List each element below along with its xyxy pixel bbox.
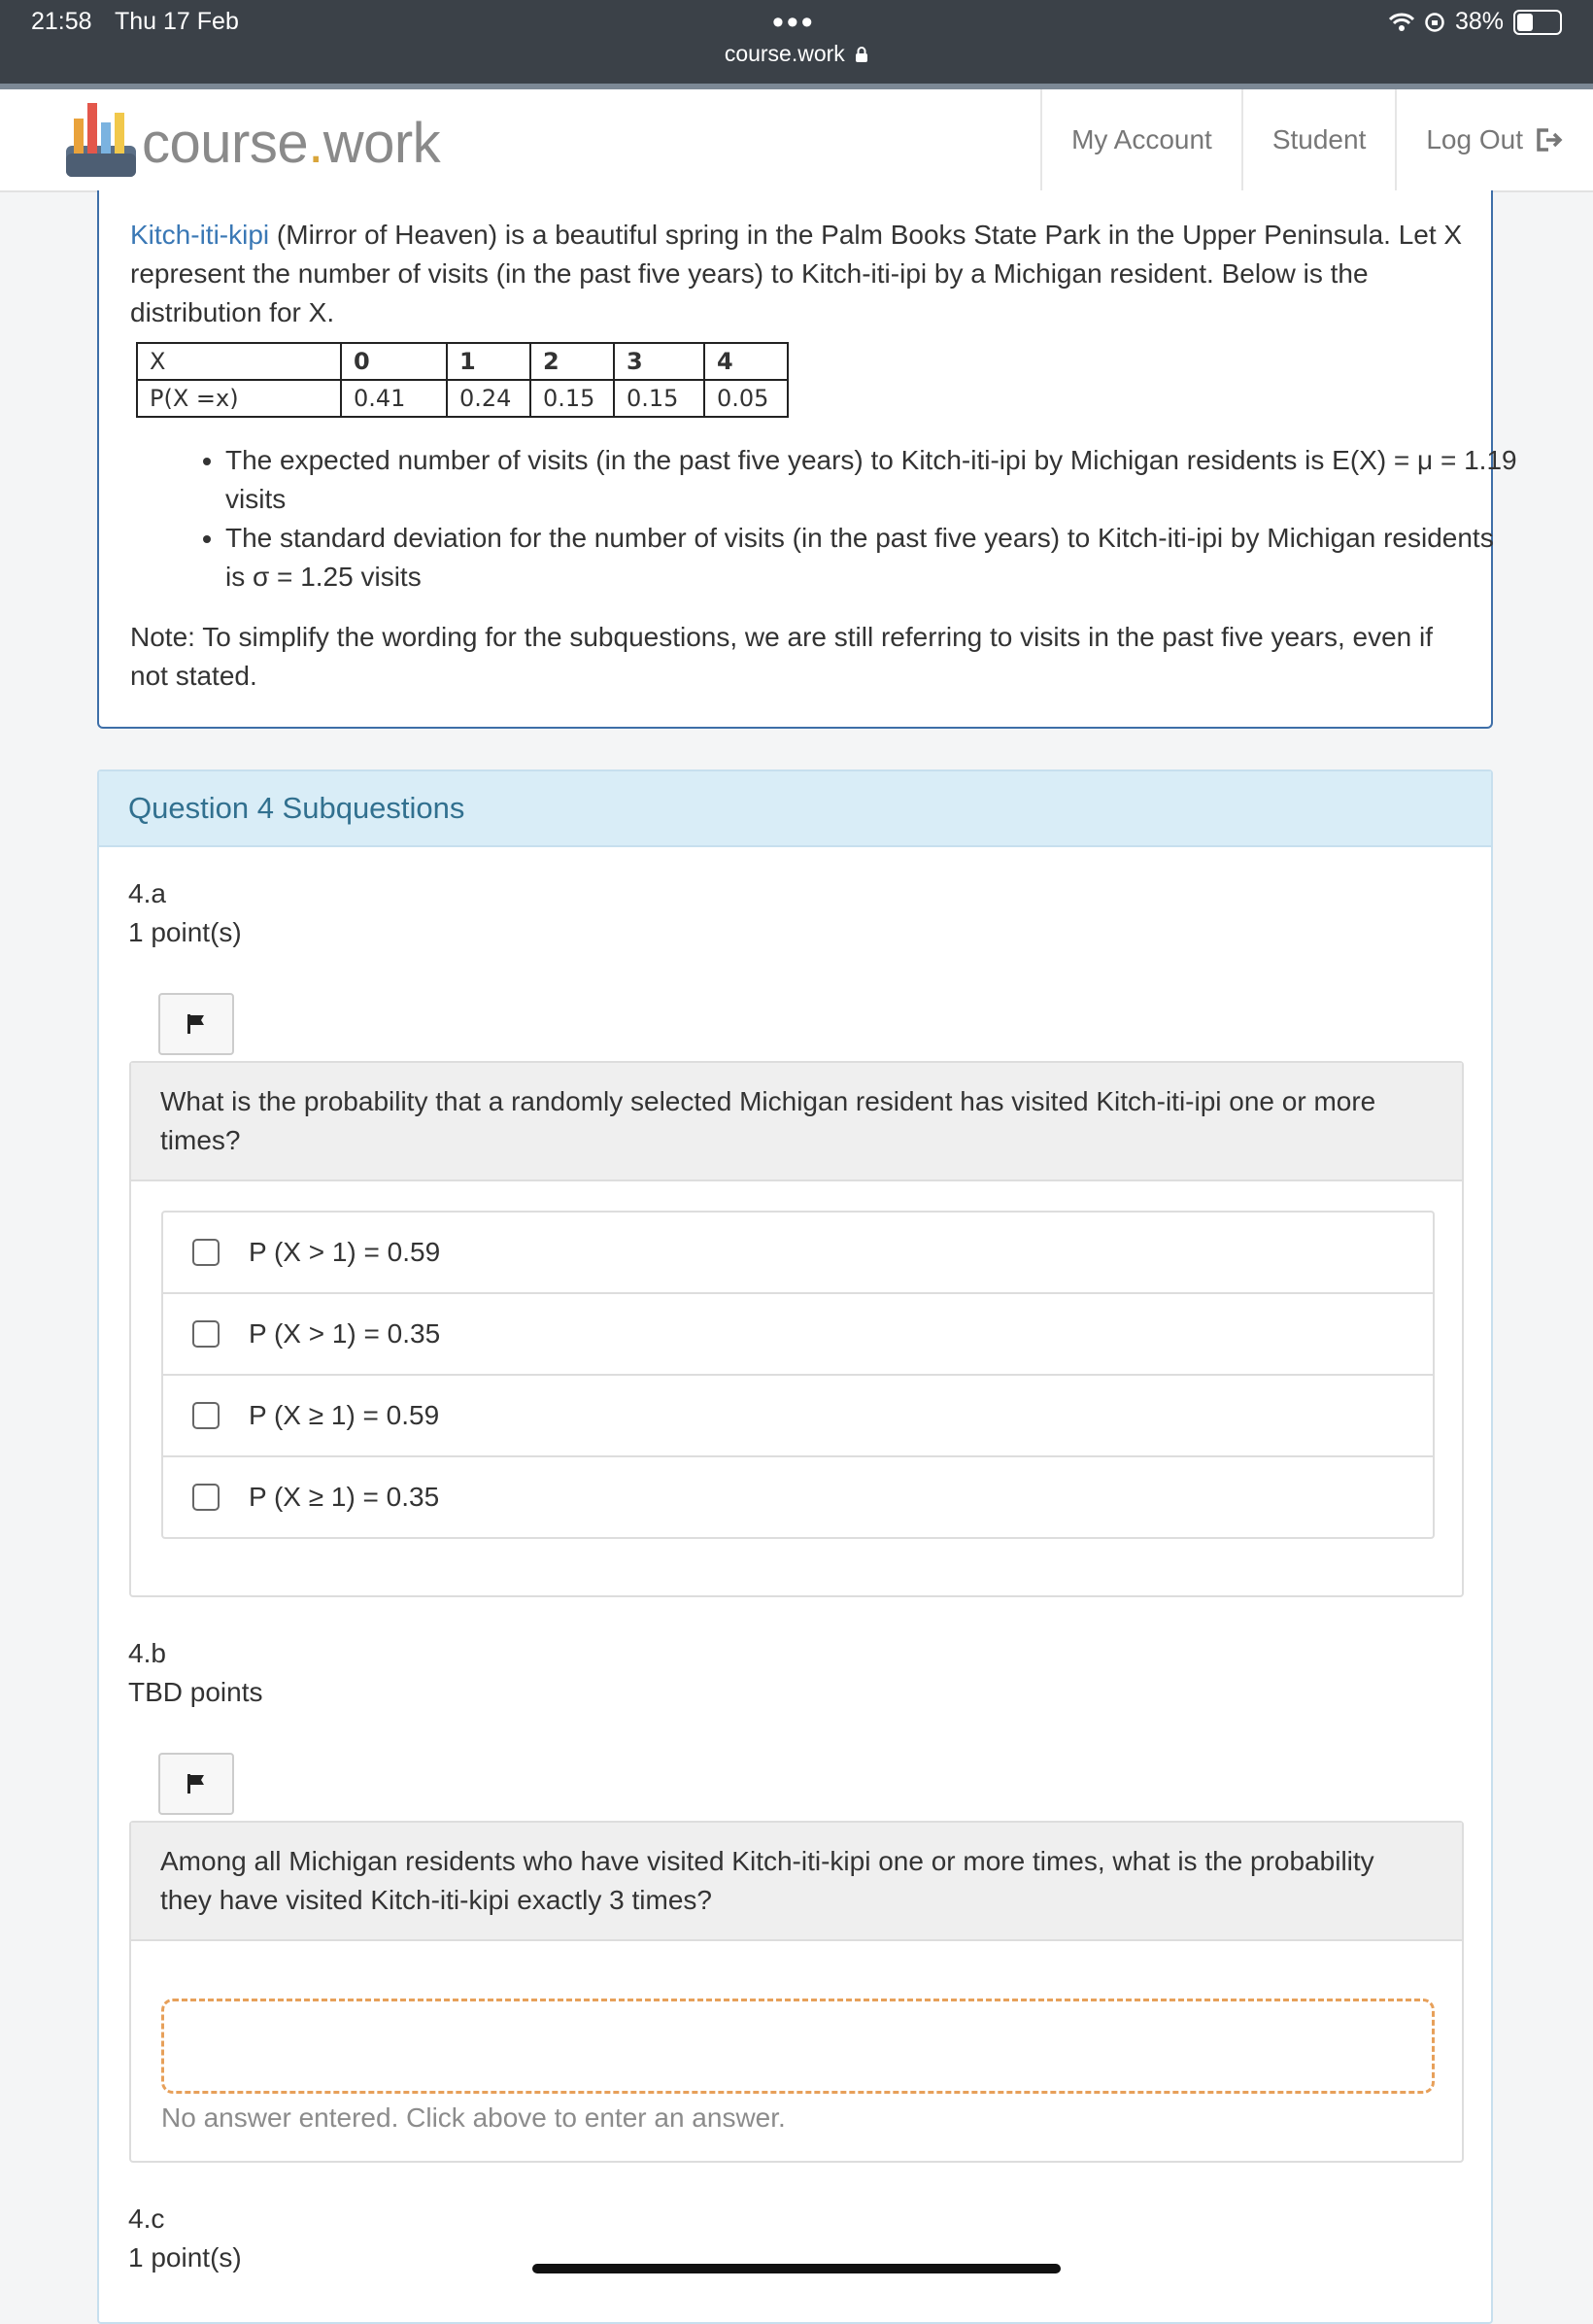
log-out-icon bbox=[1535, 127, 1564, 153]
subquestion-4b-label: 4.b bbox=[128, 1638, 166, 1668]
checkbox[interactable] bbox=[192, 1239, 220, 1266]
brand-part1: course bbox=[142, 112, 309, 175]
battery-icon bbox=[1513, 10, 1562, 35]
note-text: Note: To simplify the wording for the subquestions, we are still referring to visits in the past five years, even if not stated. bbox=[130, 622, 1433, 691]
subquestions-panel bbox=[97, 769, 1493, 2324]
brand-part2: work bbox=[322, 112, 441, 175]
flag-icon bbox=[185, 1772, 208, 1795]
no-answer-hint: No answer entered. Click above to enter an answer. bbox=[161, 2102, 786, 2133]
subquestion-4a-points: 1 point(s) bbox=[128, 917, 242, 947]
flag-icon bbox=[185, 1012, 208, 1036]
nav-student[interactable]: Student bbox=[1241, 89, 1396, 190]
expected-value-bullet: • The expected number of visits (in the past five years) to Kitch-iti-ipi by Michigan residents is E(X) = μ = 1.19 visits bbox=[225, 441, 1517, 519]
coursework-logo-icon[interactable] bbox=[62, 99, 140, 179]
orientation-lock-icon bbox=[1424, 12, 1445, 33]
home-indicator[interactable] bbox=[532, 2264, 1061, 2273]
table-cell: 2 bbox=[530, 343, 614, 380]
table-cell: 4 bbox=[704, 343, 788, 380]
table-cell: 0 bbox=[341, 343, 447, 380]
choice-label: P (X ≥ 1) = 0.59 bbox=[249, 1400, 440, 1430]
problem-intro-rest: (Mirror of Heaven) is a beautiful spring in the Palm Books State Park in the Upper Peninsula. Let X represent the number of visits (in the past five years) to Kitch-iti-ipi by a Michigan resident. Below is the distribution for X. bbox=[130, 220, 1463, 327]
brand-name[interactable] bbox=[142, 111, 440, 176]
choice-label: P (X ≥ 1) = 0.35 bbox=[249, 1482, 440, 1512]
flag-4b-button[interactable] bbox=[158, 1753, 234, 1815]
status-right bbox=[1389, 8, 1562, 36]
answer-choice[interactable] bbox=[163, 1213, 1433, 1294]
subquestion-4c-points: 1 point(s) bbox=[128, 2242, 242, 2273]
subquestion-4c-label: 4.c bbox=[128, 2204, 165, 2234]
site-header bbox=[0, 89, 1593, 192]
table-cell: 1 bbox=[447, 343, 530, 380]
flag-4a-button[interactable] bbox=[158, 993, 234, 1055]
stats-bullet-list bbox=[177, 441, 1517, 597]
lock-icon bbox=[855, 46, 868, 63]
status-time: 21:58 bbox=[31, 8, 92, 35]
nav-my-account[interactable]: My Account bbox=[1040, 89, 1241, 190]
more-dots-icon[interactable]: ••• bbox=[772, 4, 816, 41]
table-cell: 0.15 bbox=[530, 380, 614, 417]
answer-choices-4a bbox=[161, 1211, 1435, 1539]
problem-statement-panel bbox=[97, 190, 1517, 729]
checkbox[interactable] bbox=[192, 1402, 220, 1429]
table-cell: 0.24 bbox=[447, 380, 530, 417]
wifi-icon bbox=[1389, 13, 1414, 32]
question-4a-box bbox=[129, 1061, 1464, 1597]
answer-choice[interactable] bbox=[163, 1294, 1433, 1376]
address-bar[interactable] bbox=[0, 41, 1593, 67]
table-cell: 0.15 bbox=[614, 380, 704, 417]
kitch-iti-kipi-link[interactable]: Kitch-iti-kipi bbox=[130, 220, 270, 250]
table-cell: 0.41 bbox=[341, 380, 447, 417]
choice-label: P (X > 1) = 0.59 bbox=[249, 1237, 441, 1267]
top-nav bbox=[1040, 89, 1593, 190]
subquestion-4b-points: TBD points bbox=[128, 1677, 263, 1707]
status-bar bbox=[0, 0, 1593, 84]
choice-label: P (X > 1) = 0.35 bbox=[249, 1318, 441, 1349]
log-out-label: Log Out bbox=[1426, 124, 1523, 154]
standard-deviation-bullet: • The standard deviation for the number of visits (in the past five years) to Kitch-iti-ipi by Michigan residents is σ = 1.25 visits bbox=[225, 519, 1517, 597]
brand-dot: . bbox=[308, 112, 323, 175]
table-cell: X bbox=[137, 343, 341, 380]
nav-log-out[interactable] bbox=[1395, 89, 1593, 190]
status-date: Thu 17 Feb bbox=[115, 8, 239, 35]
table-header-row bbox=[137, 343, 788, 380]
question-4b-text: Among all Michigan residents who have visited Kitch-iti-kipi one or more times, what is the probability they have visited Kitch-iti-kipi exactly 3 times? bbox=[131, 1823, 1462, 1941]
answer-choice[interactable] bbox=[163, 1457, 1433, 1537]
checkbox[interactable] bbox=[192, 1320, 220, 1348]
problem-intro-text bbox=[130, 216, 1471, 332]
battery-percent: 38% bbox=[1454, 8, 1504, 35]
answer-input-4b[interactable] bbox=[161, 1999, 1435, 2094]
table-cell: 0.05 bbox=[704, 380, 788, 417]
table-cell: 3 bbox=[614, 343, 704, 380]
url-text: course.work bbox=[724, 41, 845, 66]
question-4b-box bbox=[129, 1821, 1464, 2163]
subquestions-title: Question 4 Subquestions bbox=[99, 771, 1491, 847]
subquestion-4a-label: 4.a bbox=[128, 878, 166, 908]
checkbox[interactable] bbox=[192, 1484, 220, 1511]
question-4a-text: What is the probability that a randomly selected Michigan resident has visited Kitch-iti-ipi one or more times? bbox=[131, 1063, 1462, 1181]
distribution-table bbox=[136, 342, 789, 418]
answer-choice[interactable] bbox=[163, 1376, 1433, 1457]
table-cell: P(X =x) bbox=[137, 380, 341, 417]
table-row bbox=[137, 380, 788, 417]
